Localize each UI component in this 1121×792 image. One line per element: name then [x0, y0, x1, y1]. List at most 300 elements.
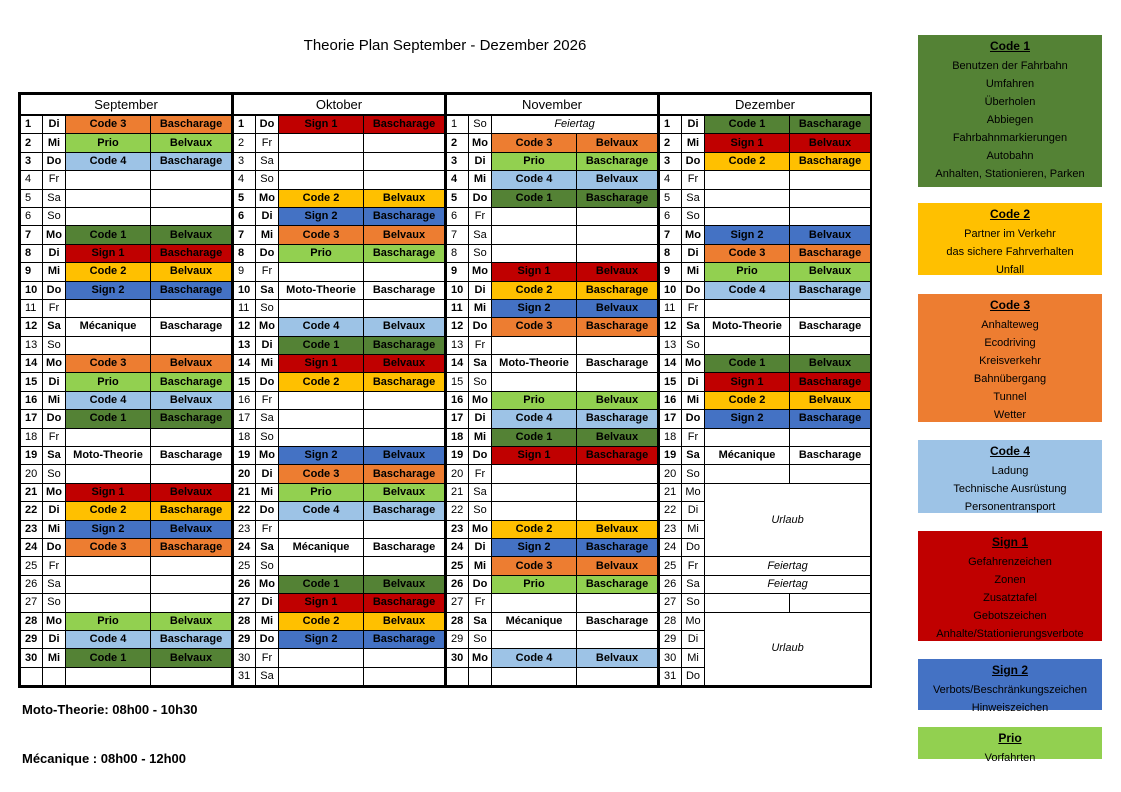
empty-cell — [790, 336, 871, 354]
lesson-cell: Code 1 — [705, 115, 790, 134]
empty-cell — [151, 557, 232, 575]
lesson-cell: Sign 1 — [492, 263, 577, 281]
location-cell: Belvaux — [364, 575, 445, 593]
legend-code4 — [918, 440, 1102, 513]
table-row — [660, 410, 871, 428]
location-cell: Bascharage — [151, 281, 232, 299]
empty-cell — [279, 391, 364, 409]
table-row — [660, 483, 871, 501]
empty-cell — [492, 244, 577, 262]
lesson-cell: Code 2 — [279, 373, 364, 391]
empty-cell — [279, 428, 364, 446]
lesson-cell: Sign 2 — [705, 226, 790, 244]
table-row — [660, 355, 871, 373]
weekday: Mi — [682, 520, 705, 538]
location-cell: Belvaux — [364, 612, 445, 630]
day-number: 2 — [21, 134, 43, 152]
table-row — [660, 336, 871, 354]
empty-cell — [492, 207, 577, 225]
weekday: Di — [682, 244, 705, 262]
lesson-cell: Code 3 — [705, 244, 790, 262]
weekday: Sa — [256, 538, 279, 556]
table-row — [447, 410, 658, 428]
day-number: 26 — [447, 575, 469, 593]
table-row — [660, 171, 871, 189]
table-row — [660, 557, 871, 575]
legend-item: Gebotszeichen — [973, 610, 1047, 622]
location-cell: Bascharage — [790, 373, 871, 391]
weekday: Sa — [43, 447, 66, 465]
legend-title: Sign 2 — [991, 663, 1028, 677]
day-number: 28 — [660, 612, 682, 630]
legend-item: Kreisverkehr — [979, 355, 1041, 367]
table-row — [21, 336, 232, 354]
location-cell: Bascharage — [364, 538, 445, 556]
day-number: 8 — [21, 244, 43, 262]
table-row — [660, 226, 871, 244]
weekday: Di — [469, 538, 492, 556]
day-number: 16 — [234, 391, 256, 409]
weekday: So — [469, 630, 492, 648]
empty-cell — [790, 465, 871, 483]
lesson-cell: Sign 2 — [279, 207, 364, 225]
day-number: 30 — [234, 649, 256, 667]
lesson-cell: Sign 1 — [705, 373, 790, 391]
day-number: 27 — [21, 594, 43, 612]
location-cell: Belvaux — [151, 483, 232, 501]
weekday: So — [256, 428, 279, 446]
location-cell: Bascharage — [577, 152, 658, 170]
weekday: Mo — [43, 355, 66, 373]
lesson-cell: Code 2 — [492, 520, 577, 538]
table-row — [447, 207, 658, 225]
day-number: 18 — [660, 428, 682, 446]
table-row — [447, 263, 658, 281]
empty-cell — [577, 226, 658, 244]
table-row — [21, 115, 232, 134]
empty-cell — [151, 189, 232, 207]
lesson-cell: Code 4 — [66, 630, 151, 648]
day-number: 12 — [234, 318, 256, 336]
table-row — [21, 189, 232, 207]
table-row — [234, 152, 445, 170]
weekday: Mi — [256, 483, 279, 501]
weekday: So — [43, 207, 66, 225]
lesson-cell: Prio — [705, 263, 790, 281]
day-number: 21 — [660, 483, 682, 501]
table-row — [447, 575, 658, 593]
weekday: Sa — [43, 575, 66, 593]
empty-cell — [279, 410, 364, 428]
empty-cell — [279, 649, 364, 667]
empty-cell — [66, 171, 151, 189]
weekday: Di — [256, 336, 279, 354]
holiday-note: Feiertag — [705, 557, 871, 575]
legend-item: Benutzen der Fahrbahn — [952, 60, 1068, 72]
table-row — [21, 171, 232, 189]
weekday: Do — [256, 630, 279, 648]
weekday: Mi — [682, 649, 705, 667]
day-number: 5 — [234, 189, 256, 207]
table-row — [234, 575, 445, 593]
empty-cell — [364, 263, 445, 281]
day-number: 9 — [447, 263, 469, 281]
lesson-cell: Code 2 — [66, 263, 151, 281]
weekday: Di — [43, 502, 66, 520]
empty-cell — [364, 171, 445, 189]
day-number: 9 — [660, 263, 682, 281]
location-cell: Belvaux — [151, 612, 232, 630]
weekday: Sa — [682, 318, 705, 336]
day-number: 14 — [660, 355, 682, 373]
empty-cell — [705, 171, 790, 189]
weekday: Fr — [682, 171, 705, 189]
month-november — [444, 92, 659, 688]
day-number: 27 — [234, 594, 256, 612]
day-number: 18 — [447, 428, 469, 446]
weekday: Di — [682, 115, 705, 134]
table-row — [660, 594, 871, 612]
legend-item: Personentransport — [964, 501, 1056, 513]
weekday: Sa — [682, 575, 705, 593]
table-row — [21, 355, 232, 373]
table-row — [234, 557, 445, 575]
empty-cell — [364, 557, 445, 575]
month-table — [446, 94, 658, 686]
empty-cell — [151, 667, 232, 685]
day-number: 29 — [660, 630, 682, 648]
day-number: 4 — [447, 171, 469, 189]
lesson-cell: Moto-Theorie — [66, 447, 151, 465]
day-number: 20 — [234, 465, 256, 483]
location-cell: Bascharage — [364, 244, 445, 262]
day-number: 13 — [447, 336, 469, 354]
weekday: Do — [256, 115, 279, 134]
location-cell: Bascharage — [790, 152, 871, 170]
weekday: Mo — [682, 355, 705, 373]
day-number: 21 — [21, 483, 43, 501]
lesson-cell: Code 1 — [66, 649, 151, 667]
lesson-cell: Sign 2 — [66, 281, 151, 299]
legend-item: Ecodriving — [984, 337, 1036, 349]
day-number: 6 — [447, 207, 469, 225]
location-cell: Belvaux — [151, 649, 232, 667]
day-number: 2 — [447, 134, 469, 152]
weekday: So — [682, 207, 705, 225]
table-row — [447, 336, 658, 354]
day-number: 9 — [234, 263, 256, 281]
weekday: Mi — [43, 134, 66, 152]
location-cell: Belvaux — [790, 263, 871, 281]
empty-cell — [364, 667, 445, 685]
weekday: Sa — [682, 447, 705, 465]
weekday: Mo — [43, 483, 66, 501]
table-row — [447, 428, 658, 446]
day-number: 26 — [21, 575, 43, 593]
weekday: So — [682, 594, 705, 612]
empty-cell — [577, 594, 658, 612]
day-number: 14 — [21, 355, 43, 373]
day-number: 16 — [660, 391, 682, 409]
legend-code1 — [918, 35, 1102, 187]
table-row — [447, 373, 658, 391]
legend-item: Technische Ausrüstung — [953, 483, 1067, 495]
empty-cell — [151, 207, 232, 225]
footer-moto-theorie: Moto-Theorie: 08h00 - 10h30 — [22, 702, 198, 717]
day-number: 27 — [447, 594, 469, 612]
weekday: Sa — [256, 667, 279, 685]
weekday: Sa — [256, 410, 279, 428]
empty-cell — [364, 410, 445, 428]
empty-cell — [577, 373, 658, 391]
day-number: 5 — [21, 189, 43, 207]
empty-cell — [66, 299, 151, 317]
lesson-cell: Code 3 — [492, 318, 577, 336]
location-cell: Bascharage — [151, 630, 232, 648]
empty-cell — [705, 207, 790, 225]
legend-item: Hinweiszeichen — [971, 702, 1049, 714]
day-number: 4 — [234, 171, 256, 189]
day-number: 15 — [234, 373, 256, 391]
weekday: Mi — [256, 226, 279, 244]
weekday: So — [256, 171, 279, 189]
day-number: 18 — [234, 428, 256, 446]
table-row — [21, 557, 232, 575]
empty-cell — [279, 134, 364, 152]
empty-cell — [66, 594, 151, 612]
table-row — [660, 207, 871, 225]
day-number: 2 — [234, 134, 256, 152]
legend-item: Vorfahrten — [984, 752, 1036, 764]
table-row — [21, 134, 232, 152]
legend-title: Code 2 — [989, 207, 1030, 221]
empty-cell — [66, 336, 151, 354]
location-cell: Bascharage — [151, 244, 232, 262]
lesson-cell: Prio — [492, 575, 577, 593]
lesson-cell: Sign 1 — [705, 134, 790, 152]
table-row — [234, 171, 445, 189]
location-cell: Bascharage — [577, 575, 658, 593]
weekday: Mi — [682, 134, 705, 152]
day-number: 15 — [21, 373, 43, 391]
weekday: Mi — [469, 557, 492, 575]
day-number: 5 — [447, 189, 469, 207]
day-number: 7 — [21, 226, 43, 244]
day-number: 22 — [21, 502, 43, 520]
weekday: Mi — [469, 171, 492, 189]
empty-cell — [492, 594, 577, 612]
day-number: 30 — [660, 649, 682, 667]
lesson-cell: Sign 1 — [279, 115, 364, 134]
day-number: 4 — [660, 171, 682, 189]
month-table — [20, 94, 232, 686]
weekday: Mi — [43, 391, 66, 409]
weekday: Sa — [256, 152, 279, 170]
day-number: 2 — [660, 134, 682, 152]
table-row — [660, 263, 871, 281]
location-cell: Belvaux — [364, 226, 445, 244]
weekday: Di — [43, 373, 66, 391]
day-number: 10 — [447, 281, 469, 299]
day-number: 1 — [447, 115, 469, 134]
table-row — [21, 391, 232, 409]
weekday: Do — [256, 373, 279, 391]
lesson-cell: Mécanique — [492, 612, 577, 630]
empty-cell — [705, 465, 790, 483]
day-number: 19 — [21, 447, 43, 465]
empty-cell — [151, 594, 232, 612]
month-oktober — [231, 92, 446, 688]
weekday: Mo — [43, 226, 66, 244]
lesson-cell: Prio — [66, 134, 151, 152]
weekday: Mi — [43, 649, 66, 667]
location-cell: Bascharage — [364, 336, 445, 354]
location-cell: Bascharage — [790, 318, 871, 336]
weekday: Do — [469, 447, 492, 465]
table-row — [21, 465, 232, 483]
lesson-cell: Code 2 — [66, 502, 151, 520]
weekday: Fr — [256, 649, 279, 667]
weekday: Sa — [43, 189, 66, 207]
weekday: So — [682, 336, 705, 354]
empty-cell — [66, 667, 151, 685]
day-number: 30 — [21, 649, 43, 667]
month-table — [233, 94, 445, 686]
day-number: 26 — [234, 575, 256, 593]
location-cell: Bascharage — [151, 318, 232, 336]
day-number: 31 — [660, 667, 682, 685]
location-cell: Bascharage — [151, 152, 232, 170]
empty-cell — [151, 336, 232, 354]
day-number: 22 — [447, 502, 469, 520]
weekday: Do — [469, 318, 492, 336]
lesson-cell: Code 2 — [705, 391, 790, 409]
day-number: 30 — [447, 649, 469, 667]
table-row — [660, 318, 871, 336]
day-number: 14 — [447, 355, 469, 373]
weekday: Fr — [256, 391, 279, 409]
month-september — [18, 92, 233, 688]
empty-cell — [66, 575, 151, 593]
weekday: Do — [43, 410, 66, 428]
weekday: So — [469, 373, 492, 391]
location-cell: Bascharage — [790, 281, 871, 299]
table-row — [234, 226, 445, 244]
empty-cell — [492, 373, 577, 391]
weekday: Mo — [682, 226, 705, 244]
empty-cell — [66, 189, 151, 207]
weekday: Mi — [256, 355, 279, 373]
table-row — [447, 189, 658, 207]
weekday: Fr — [43, 171, 66, 189]
legend-code3 — [918, 294, 1102, 422]
table-row — [447, 612, 658, 630]
lesson-cell: Mécanique — [705, 447, 790, 465]
table-row — [447, 152, 658, 170]
weekday: Do — [43, 538, 66, 556]
empty-cell — [279, 152, 364, 170]
empty-cell — [279, 667, 364, 685]
weekday: Fr — [682, 557, 705, 575]
location-cell: Belvaux — [790, 355, 871, 373]
lesson-cell: Code 4 — [492, 410, 577, 428]
table-row — [234, 410, 445, 428]
day-number: 1 — [21, 115, 43, 134]
table-row — [21, 207, 232, 225]
location-cell: Belvaux — [577, 428, 658, 446]
table-row — [660, 575, 871, 593]
lesson-cell: Code 3 — [66, 355, 151, 373]
table-row — [234, 391, 445, 409]
table-row — [447, 630, 658, 648]
empty-cell — [364, 428, 445, 446]
table-row — [447, 391, 658, 409]
location-cell: Belvaux — [790, 391, 871, 409]
empty-cell — [790, 207, 871, 225]
table-row — [447, 502, 658, 520]
table-row — [447, 115, 658, 134]
weekday: Mo — [469, 134, 492, 152]
location-cell: Bascharage — [577, 281, 658, 299]
day-number: 1 — [660, 115, 682, 134]
day-number: 10 — [234, 281, 256, 299]
empty-cell — [279, 171, 364, 189]
lesson-cell: Code 3 — [492, 134, 577, 152]
weekday: Di — [682, 630, 705, 648]
lesson-cell: Sign 2 — [705, 410, 790, 428]
legend-item: Tunnel — [993, 391, 1027, 403]
day-number: 28 — [234, 612, 256, 630]
day-number: 20 — [447, 465, 469, 483]
lesson-cell: Code 4 — [705, 281, 790, 299]
empty-cell — [577, 207, 658, 225]
table-row — [447, 538, 658, 556]
day-number: 25 — [447, 557, 469, 575]
legend-item: Zonen — [994, 574, 1026, 586]
empty-cell — [705, 189, 790, 207]
day-number: 25 — [660, 557, 682, 575]
weekday: Di — [469, 410, 492, 428]
location-cell: Bascharage — [790, 410, 871, 428]
weekday — [43, 667, 66, 685]
table-row — [21, 575, 232, 593]
lesson-cell: Sign 2 — [279, 630, 364, 648]
day-number: 3 — [660, 152, 682, 170]
table-row — [447, 520, 658, 538]
empty-cell — [577, 483, 658, 501]
table-row — [234, 594, 445, 612]
empty-cell — [66, 557, 151, 575]
location-cell: Bascharage — [364, 465, 445, 483]
holiday-note: Feiertag — [705, 575, 871, 593]
table-row — [447, 226, 658, 244]
table-row — [21, 373, 232, 391]
location-cell: Bascharage — [151, 410, 232, 428]
table-row — [21, 520, 232, 538]
lesson-cell: Prio — [492, 391, 577, 409]
table-row — [660, 281, 871, 299]
weekday: Fr — [469, 594, 492, 612]
table-row — [447, 171, 658, 189]
weekday: Do — [682, 410, 705, 428]
empty-cell — [492, 483, 577, 501]
weekday: Fr — [43, 557, 66, 575]
table-row — [234, 299, 445, 317]
weekday: Mo — [682, 483, 705, 501]
empty-cell — [66, 428, 151, 446]
day-number: 21 — [234, 483, 256, 501]
location-cell: Bascharage — [577, 538, 658, 556]
